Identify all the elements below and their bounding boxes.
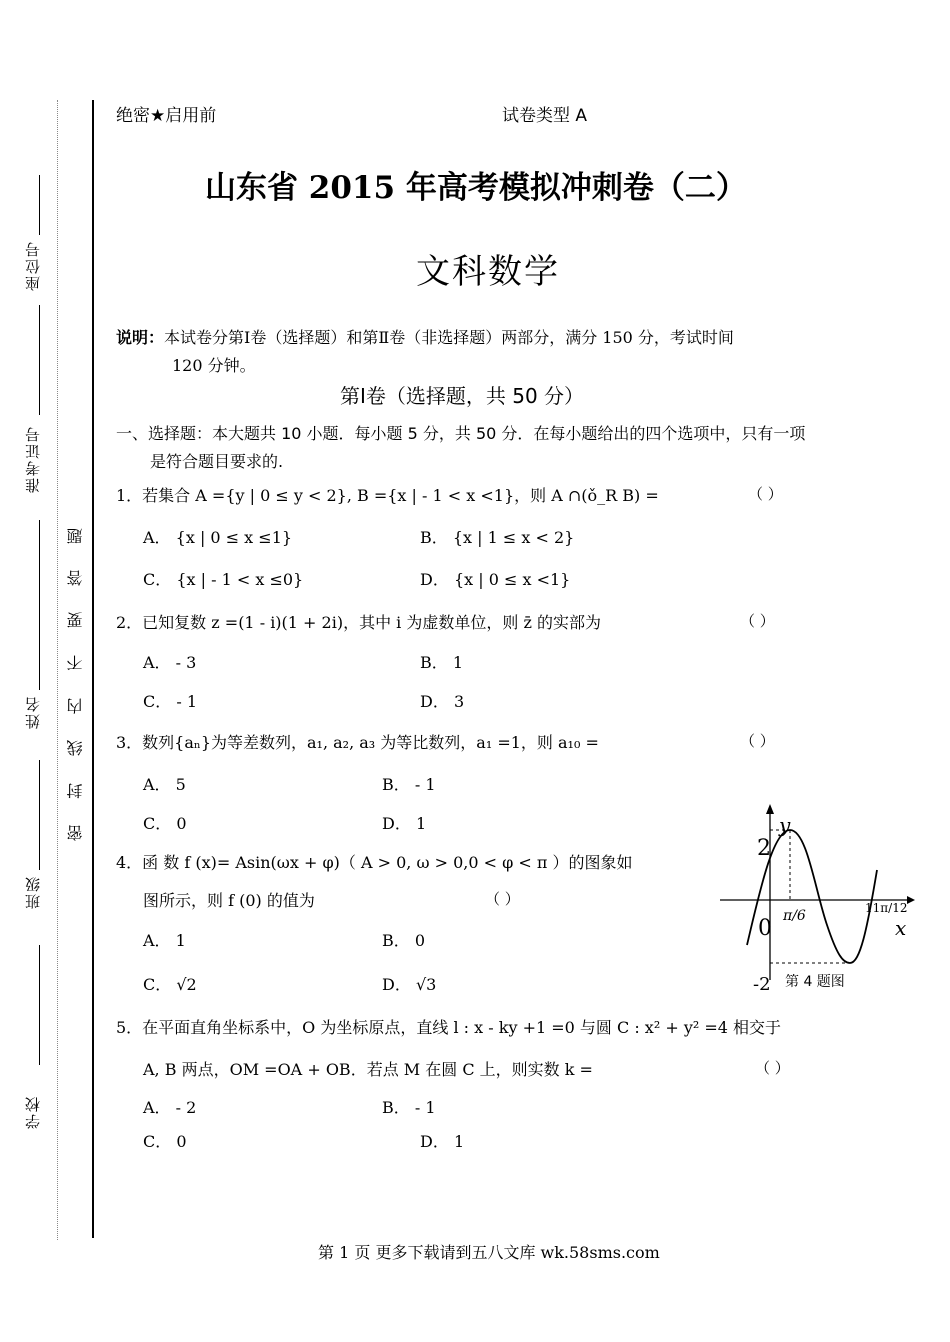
q1-option-a: A． {x | 0 ≤ x ≤1} — [143, 528, 293, 547]
q4-option-d: D． √3 — [382, 975, 437, 994]
seal-char: 答 — [66, 570, 85, 586]
q4-stem-line2: 图所示，则 f (0) 的值为 — [143, 891, 315, 910]
exam-id-label: 准考证号 — [24, 425, 42, 493]
q5-option-b: B． - 1 — [382, 1098, 436, 1117]
y-min-label: -2 — [753, 974, 771, 995]
q5-stem-line1: 5．在平面直角坐标系中，O 为坐标原点，直线 l : x - ky +1 =0 与圆 C : x² + y² =4 相交于 — [116, 1018, 782, 1037]
q5-option-c: C． 0 — [143, 1132, 187, 1151]
q4-sine-graph — [715, 800, 915, 995]
fold-dotted-line — [57, 100, 58, 1240]
q4-option-b: B． 0 — [382, 931, 426, 950]
seal-char: 题 — [66, 528, 85, 544]
name-label: 姓名 — [24, 695, 42, 729]
instructions-text: 本试卷分第Ⅰ卷（选择题）和第Ⅱ卷（非选择题）两部分，满分 150 分，考试时间 — [164, 328, 734, 347]
q5-option-a: A． - 2 — [143, 1098, 197, 1117]
figure-caption: 第 4 题图 — [785, 974, 845, 990]
seal-char: 要 — [66, 612, 85, 628]
y-max-label: 2 — [757, 836, 771, 861]
q1-answer-paren[interactable]: （ ） — [748, 485, 783, 503]
q2-option-c: C． - 1 — [143, 692, 198, 711]
q5-option-d: D． 1 — [420, 1132, 465, 1151]
q3-option-c: C． 0 — [143, 814, 187, 833]
q5-stem-line2: A, B 两点，OM =OA + OB．若点 M 在圆 C 上，则实数 k = — [143, 1060, 593, 1079]
seal-char: 内 — [66, 698, 85, 714]
binding-line — [92, 100, 94, 1238]
q3-option-a: A． 5 — [143, 775, 186, 794]
q3-stem: 3．数列{aₙ}为等差数列，a₁, a₂, a₃ 为等比数列，a₁ =1，则 a₁₀ = — [116, 733, 599, 752]
y-axis-label: y — [779, 813, 791, 837]
x-axis-label: x — [895, 916, 907, 940]
q1-option-b: B． {x | 1 ≤ x < 2} — [420, 528, 575, 547]
page-footer: 第 1 页 更多下载请到五八文库 wk.58sms.com — [318, 1243, 660, 1262]
name-underline — [39, 520, 40, 690]
q3-answer-paren[interactable]: （ ） — [740, 732, 775, 750]
secret-label: 绝密★启用前 — [116, 106, 217, 126]
instructions-line1 — [116, 325, 734, 348]
q4-answer-paren[interactable]: （ ） — [485, 890, 520, 908]
q3-option-b: B． - 1 — [382, 775, 436, 794]
subject-title: 文科数学 — [416, 252, 560, 292]
q4-option-c: C． √2 — [143, 975, 197, 994]
q2-option-b: B． 1 — [420, 653, 464, 672]
seal-char: 封 — [66, 783, 85, 799]
class-label: 班级 — [24, 875, 42, 909]
seal-char: 密 — [66, 825, 85, 841]
tick-left-label: π/6 — [783, 908, 806, 924]
q1-option-c: C． {x | - 1 < x ≤0} — [143, 570, 304, 589]
q2-answer-paren[interactable]: （ ） — [740, 612, 775, 630]
seat-label: 座位号 — [24, 240, 42, 291]
section1-line1: 一、选择题：本大题共 10 小题．每小题 5 分，共 50 分．在每小题给出的四个选项中，只有一项 — [116, 424, 806, 443]
q2-option-a: A． - 3 — [143, 653, 197, 672]
exam-title: 山东省 2015 年高考模拟冲刺卷（二） — [205, 170, 747, 206]
seal-char: 线 — [66, 740, 85, 756]
x-axis-arrow — [907, 896, 915, 904]
school-label: 学校 — [24, 1095, 42, 1129]
instructions-label: 说明： — [116, 328, 165, 347]
origin-label: 0 — [758, 916, 772, 941]
q2-option-d: D． 3 — [420, 692, 465, 711]
paper-type: 试卷类型 A — [502, 106, 588, 126]
tick-right-label: 11π/12 — [865, 901, 908, 915]
class-underline — [39, 760, 40, 870]
section1-line2: 是符合题目要求的. — [150, 452, 284, 471]
instructions-line2: 120 分钟。 — [172, 356, 256, 375]
q4-option-a: A． 1 — [143, 931, 186, 950]
seal-char: 不 — [66, 655, 85, 671]
seat-underline — [39, 175, 40, 235]
part1-title: 第Ⅰ卷（选择题，共 50 分） — [340, 384, 585, 408]
q2-stem: 2．已知复数 z =(1 - i)(1 + 2i)，其中 i 为虚数单位，则 z̄ 的实部为 — [116, 613, 601, 632]
q4-stem-line1: 4．函 数 f (x)= Asin(ωx + φ)（ A > 0, ω > 0,0 < φ < π ）的图象如 — [116, 853, 633, 872]
exam-id-underline — [39, 305, 40, 415]
y-axis-arrow — [766, 804, 774, 814]
q1-option-d: D． {x | 0 ≤ x <1} — [420, 570, 571, 589]
school-underline — [39, 945, 40, 1065]
q5-answer-paren[interactable]: （ ） — [755, 1059, 790, 1077]
q1-stem: 1．若集合 A ={y | 0 ≤ y < 2}, B ={x | - 1 < x <1}，则 A ∩(ǒ_R B) = — [116, 486, 659, 505]
q3-option-d: D． 1 — [382, 814, 427, 833]
